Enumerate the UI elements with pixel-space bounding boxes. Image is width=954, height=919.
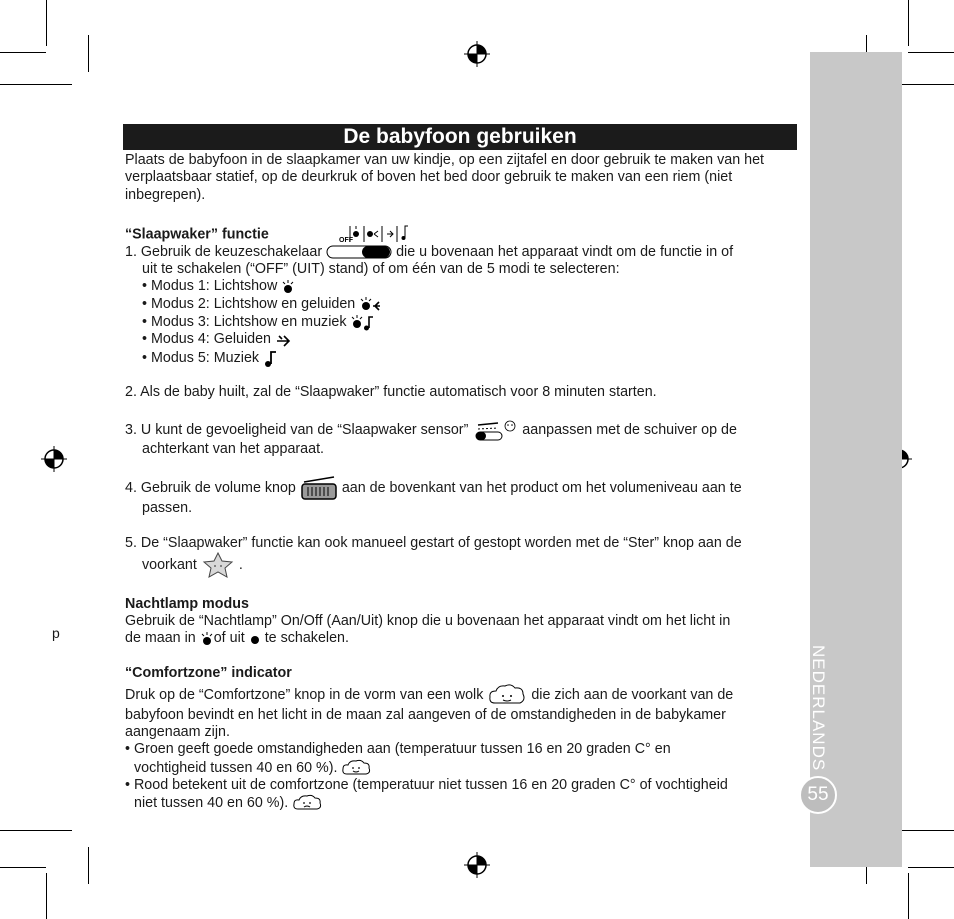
lightshow-sounds-icon <box>359 296 385 312</box>
nachtlamp-line: de maan in of uit te schakelen. <box>125 630 349 647</box>
page-title: De babyfoon gebruiken <box>123 124 797 150</box>
intro-paragraph: Plaats de babyfoon in de slaapkamer van uw kindje, op een zijtafel en door gebruik te maken van het verplaatsbaar statief, op de deurkruk of boven het bed door gebruik te maken van een riem (niet inbegrepen). <box>125 152 764 203</box>
document-body <box>125 152 793 813</box>
step-5: 5. De “Slaapwaker” functie kan ook manueel gestart of gestopt worden met de “Ster” knop aan de <box>125 534 742 551</box>
crop-mark <box>0 830 72 831</box>
page-number: 55 <box>799 776 837 814</box>
comfortzone-red-continued: niet tussen 40 en 60 %). <box>125 794 793 812</box>
lightshow-music-icon <box>350 313 376 331</box>
step-5-continued: voorkant . <box>125 552 793 578</box>
mode-item: • Modus 1: Lichtshow <box>125 278 793 295</box>
mode-selector-switch-icon <box>326 244 392 260</box>
crop-mark <box>46 0 47 46</box>
crop-mark <box>0 52 46 53</box>
step-1-continued: uit te schakelen (“OFF” (UIT) stand) of om één van de 5 modi te selecteren: <box>142 261 620 278</box>
comfortzone-line: Druk op de “Comfortzone” knop in de vorm van een wolk die zich aan de voorkant van de <box>125 683 793 707</box>
comfortzone-green-continued: vochtigheid tussen 40 en 60 %). <box>125 759 793 777</box>
registration-mark-icon <box>41 446 67 472</box>
mode-switch-icons <box>337 222 419 244</box>
nachtlamp-line: Gebruik de “Nachtlamp” On/Off (Aan/Uit) knop die u bovenaan het apparaat vindt om het licht in <box>125 613 731 629</box>
crop-mark <box>88 847 89 884</box>
step-4: 4. Gebruik de volume knop aan de bovenkant van het product om het volumeniveau aan te <box>125 476 793 500</box>
language-label: NEDERLANDS <box>809 645 828 772</box>
comfortzone-heading: “Comfortzone” indicator <box>125 665 292 682</box>
crop-mark <box>908 867 954 868</box>
volume-knob-icon <box>300 476 338 500</box>
crop-mark <box>908 0 909 46</box>
crop-mark <box>0 867 46 868</box>
mode-item: • Modus 5: Muziek <box>125 349 793 367</box>
comfortzone-green: • Groen geeft goede omstandigheden aan (temperatuur tussen 16 en 20 graden C° en <box>125 741 671 758</box>
mode-item: • Modus 2: Lichtshow en geluiden <box>125 296 793 313</box>
stray-character: p <box>52 625 60 641</box>
sad-cloud-icon <box>292 794 322 812</box>
music-note-icon <box>263 349 277 367</box>
crop-mark <box>908 873 909 919</box>
crop-mark <box>88 35 89 72</box>
crop-mark <box>908 52 954 53</box>
slaapwaker-heading: “Slaapwaker” functie OFF <box>125 222 793 244</box>
happy-cloud-icon <box>341 759 371 777</box>
mode-item: • Modus 4: Geluiden <box>125 331 793 348</box>
crop-mark <box>0 84 72 85</box>
step-3: 3. U kunt de gevoeligheid van de “Slaapwaker sensor” aanpassen met de schuiver op de <box>125 419 793 441</box>
lightshow-icon <box>281 279 295 295</box>
mode-item: • Modus 3: Lichtshow en muziek <box>125 313 793 331</box>
nachtlamp-heading: Nachtlamp modus <box>125 595 249 612</box>
lamp-off-icon <box>249 632 261 646</box>
comfortzone-line: babyfoon bevindt en het licht in de maan zal aangeven of de omstandigheden in de babykamer aangenaam zijn. <box>125 706 726 741</box>
step-1: 1. Gebruik de keuzeschakelaar die u bovenaan het apparaat vindt om de functie in of <box>125 243 734 260</box>
svg-text:OFF: OFF <box>338 236 353 244</box>
comfortzone-red: • Rood betekent uit de comfortzone (temperatuur niet tussen 16 en 20 graden C° of vochtigheid <box>125 777 728 794</box>
cloud-button-icon <box>487 683 527 707</box>
step-2: 2. Als de baby huilt, zal de “Slaapwaker” functie automatisch voor 8 minuten starten. <box>125 384 657 401</box>
registration-mark-icon <box>464 852 490 878</box>
sensor-slider-icon <box>472 419 518 441</box>
star-button-icon <box>201 552 235 578</box>
step-4-continued: passen. <box>142 500 193 516</box>
sounds-icon <box>275 332 293 348</box>
step-3-continued: achterkant van het apparaat. <box>142 441 325 458</box>
crop-mark <box>46 873 47 919</box>
lamp-on-icon <box>200 631 214 647</box>
registration-mark-icon <box>464 41 490 67</box>
